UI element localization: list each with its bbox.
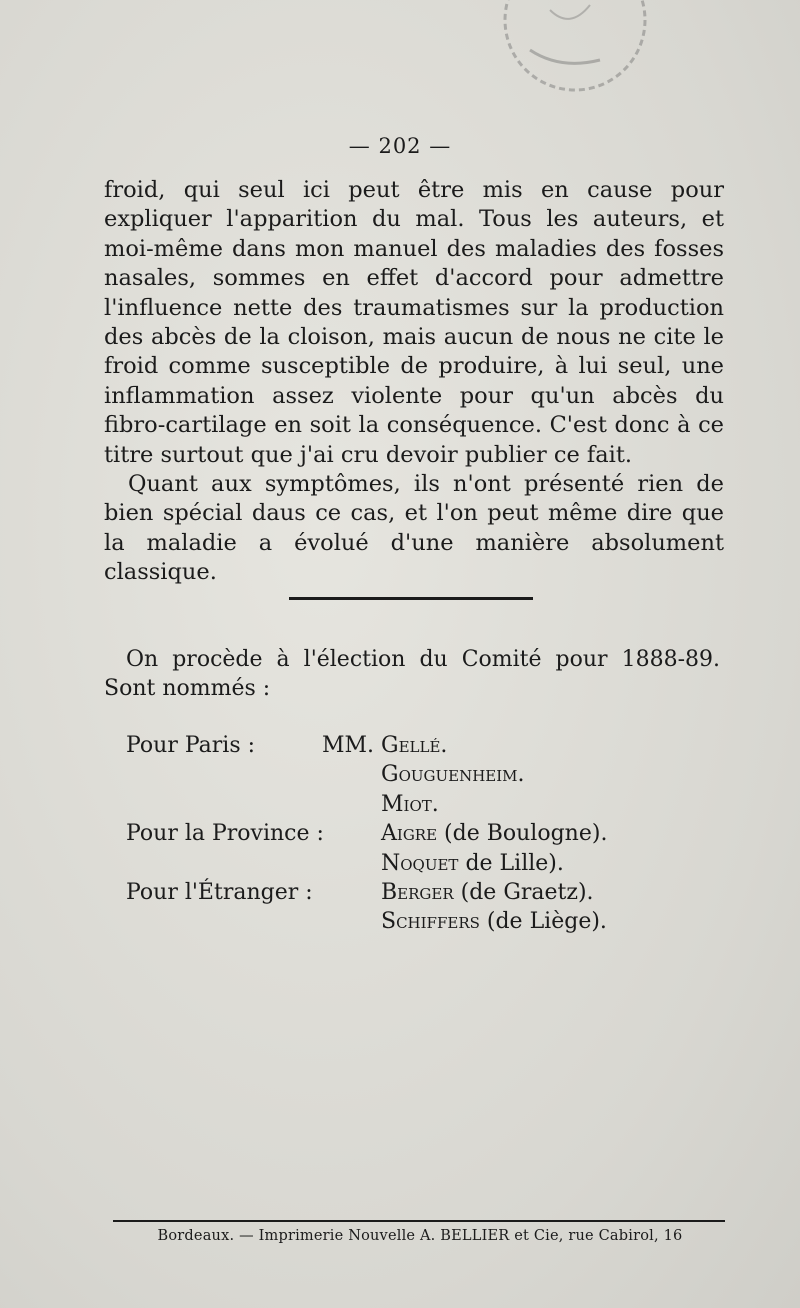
member-name: Aigre <box>381 821 438 847</box>
committee-row <box>126 907 686 936</box>
member-name: Gouguenheim. <box>381 762 525 788</box>
section-divider <box>289 597 533 600</box>
member-entry <box>381 819 607 848</box>
committee-row <box>126 819 686 848</box>
body-text <box>104 176 724 588</box>
member-name: Miot. <box>381 791 439 817</box>
foreign-label: Pour l'Étranger : <box>126 879 313 905</box>
paragraph: Quant aux symptômes, ils n'ont présenté rien de bien spécial daus ce cas, et l'on peut même dire que la maladie a évolué d'une manière absolument classique. <box>104 471 724 586</box>
member-place: (de Liège). <box>486 909 607 935</box>
footer-divider <box>113 1220 725 1222</box>
member-name: Noquet <box>381 850 459 876</box>
member-name: Schiffers <box>381 909 480 935</box>
member-entry <box>381 878 594 907</box>
committee-row <box>126 731 686 760</box>
page-number: — 202 — <box>348 134 452 158</box>
member-name: Berger <box>381 879 454 905</box>
election-text: On procède à l'élection du Comité pour 1888-89. Sont nommés : <box>104 647 720 701</box>
member-entry <box>381 907 607 936</box>
election-announcement <box>104 645 720 703</box>
member-place: de Lille). <box>465 850 564 876</box>
honorific: MM. <box>322 733 375 758</box>
member-place: (de Boulogne). <box>444 821 608 847</box>
paris-label: Pour Paris : <box>126 733 256 758</box>
printer-imprint: Bordeaux. — Imprimerie Nouvelle A. BELLIER et Cie, rue Cabirol, 16 <box>157 1228 683 1244</box>
province-label: Pour la Province : <box>126 821 324 847</box>
member-entry <box>381 849 564 878</box>
committee-row <box>126 790 686 819</box>
committee-list <box>126 731 686 937</box>
committee-row <box>126 849 686 878</box>
committee-row <box>126 760 686 789</box>
member-name: Gellé. <box>381 733 448 758</box>
library-stamp <box>490 0 650 110</box>
committee-row <box>126 878 686 907</box>
paragraph: froid, qui seul ici peut être mis en cause pour expliquer l'apparition du mal. Tous les auteurs, et moi-même dans mon manuel des maladies des fosses nasales, sommes en effet d'accord pour admettre l'influence nette des traumatismes sur la production des abcès de la cloison, mais aucun de nous ne cite le froid comme susceptible de produire, à lui seul, une inflammation assez violente pour qu'un abcès du fibro-cartilage en soit la conséquence. C'est donc à ce titre surtout que j'ai cru devoir publier ce fait. <box>104 177 724 468</box>
member-place: (de Graetz). <box>460 879 594 905</box>
